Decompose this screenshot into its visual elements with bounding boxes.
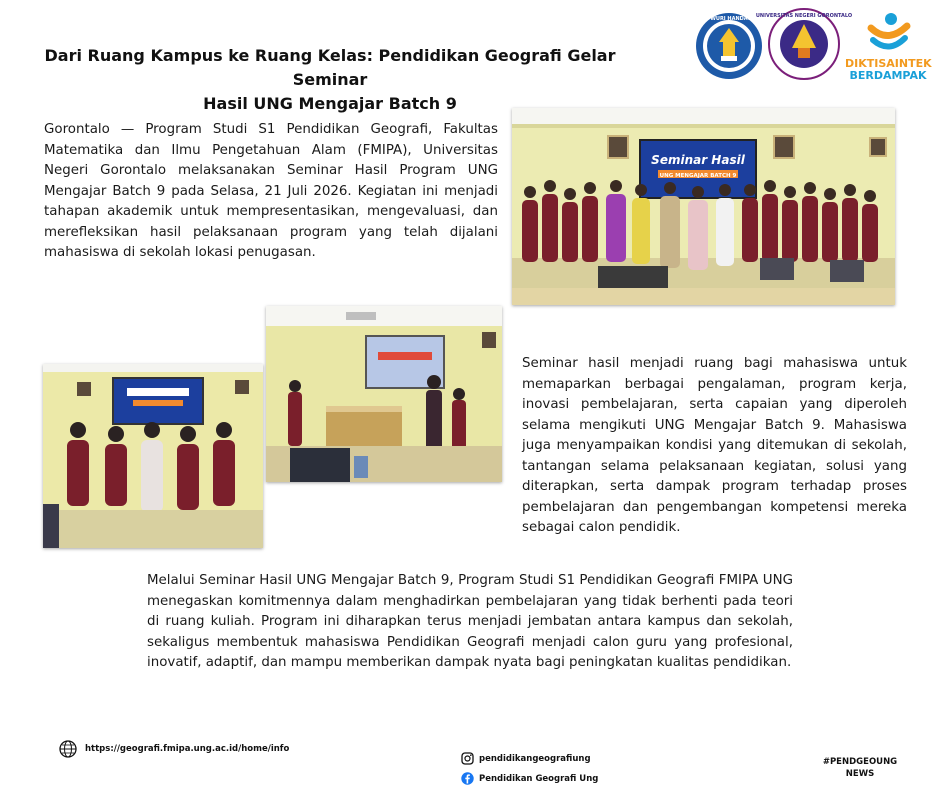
hashtag-label: #PENDGEOUNG <box>822 757 898 767</box>
article-title-line-2: Hasil UNG Mengajar Batch 9 <box>203 94 457 113</box>
presentation-photo <box>266 306 502 482</box>
logo-strip <box>695 8 930 83</box>
footer-instagram[interactable] <box>461 752 591 765</box>
diktisaintek-berdampak-logo <box>845 10 931 82</box>
instagram-handle[interactable]: pendidikangeografiung <box>479 753 591 764</box>
screen-subtitle-text: UNG MENGAJAR BATCH 9 <box>659 173 737 179</box>
article-title-line-1: Dari Ruang Kampus ke Ruang Kelas: Pendidikan Geografi Gelar Seminar <box>44 46 616 89</box>
diktis-logo-line-2: BERDAMPAK <box>849 69 927 82</box>
tut-wuri-handayani-logo <box>695 12 763 80</box>
group-photo-seminar <box>512 108 895 305</box>
diktis-logo-line-1: DIKTISAINTEK <box>845 57 932 70</box>
footer-website[interactable] <box>59 740 289 758</box>
small-group-photo <box>43 364 263 548</box>
diktisaintek-mark <box>845 10 931 56</box>
article-title <box>20 44 640 116</box>
article-paragraph-1: Gorontalo — Program Studi S1 Pendidikan Geografi, Fakultas Matematika dan Ilmu Pengetahuan Alam (FMIPA), Universitas Negeri Gorontalo melaksanakan Seminar Hasil Program UNG Mengajar Batch 9 pada Selasa, 21 Juli 2026. Kegiatan ini menjadi tahapan akademik untuk mempresentasikan, mengevaluasi, dan merefleksikan hasil pelaksanaan program yang telah dijalani mahasiswa di sekolah lokasi penugasan. <box>44 122 498 260</box>
facebook-icon <box>461 772 474 785</box>
globe-icon <box>59 740 77 758</box>
instagram-icon <box>461 752 474 765</box>
website-url-link[interactable]: https://geografi.fmipa.ung.ac.id/home/info <box>85 744 290 754</box>
article-paragraph-2: Seminar hasil menjadi ruang bagi mahasiswa untuk memaparkan berbagai pengalaman, program kerja, inovasi pembelajaran, serta capaian yang diperoleh selama mengikuti UNG Mengajar Batch 9. Mahasiswa juga menyampaikan kondisi yang ditemukan di sekolah, tantangan selama pelaksanaan kegiatan, solusi yang diterapkan, serta dampak program terhadap proses pembelajaran dan pengembangan kompetensi mereka sebagai calon pendidik. <box>522 356 907 535</box>
footer-hashtag-news <box>815 756 905 780</box>
ung-logo-lettering: UNIVERSITAS NEGERI GORONTALO <box>755 13 853 19</box>
tutwuri-logo-lettering: TUT WURI HANDAYANI <box>697 16 761 22</box>
facebook-page-name[interactable]: Pendidikan Geografi Ung <box>479 773 599 784</box>
screen-title-text: Seminar Hasil <box>651 153 745 167</box>
ung-university-logo <box>755 8 853 80</box>
footer-facebook[interactable] <box>461 772 598 785</box>
news-label: NEWS <box>845 769 875 779</box>
article-paragraph-3: Melalui Seminar Hasil UNG Mengajar Batch 9, Program Studi S1 Pendidikan Geografi FMIPA UNG menegaskan komitmennya dalam menghadirkan pembelajaran yang tidak berhenti pada teori di ruang kuliah. Program ini diharapkan terus menjadi jembatan antara kampus dan sekolah, sekaligus membentuk mahasiswa Pendidikan Geografi menjadi calon guru yang profesional, inovatif, adaptif, dan mampu memberikan dampak nyata bagi peningkatan kualitas pendidikan. <box>147 573 793 670</box>
